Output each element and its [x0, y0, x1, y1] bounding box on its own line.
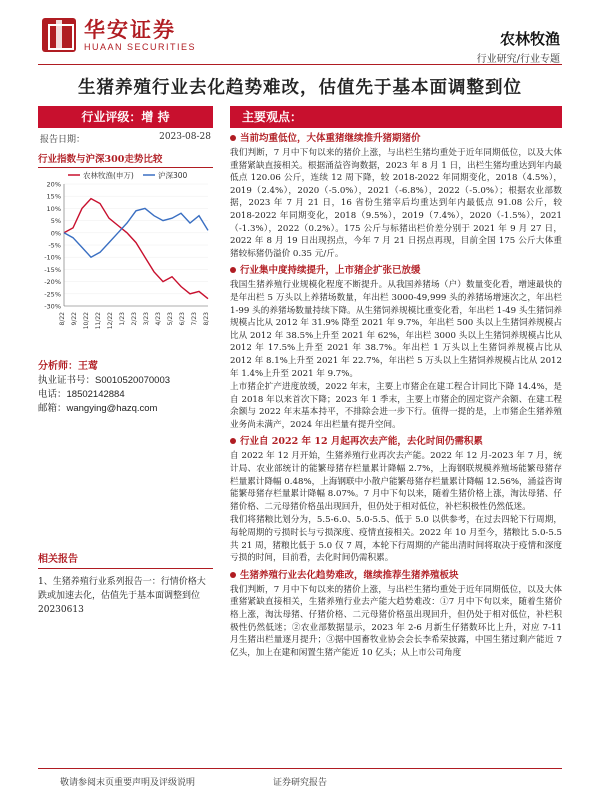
- y-tick-label: -10%: [44, 253, 61, 262]
- sidebar: [38, 106, 213, 416]
- email: 邮箱：wangying@hazq.com: [38, 403, 158, 414]
- section-body: [230, 584, 562, 660]
- x-tick-label: 11/22: [95, 312, 102, 330]
- x-tick-label: 4/23: [155, 312, 162, 326]
- x-tick-label: 5/23: [167, 312, 174, 326]
- legend-label: 沪深300: [158, 171, 188, 180]
- license-number: 执业证书号：S0010520070003: [38, 375, 171, 386]
- key-points-heading: 主要观点：: [230, 106, 562, 128]
- y-tick-label: -20%: [44, 278, 61, 287]
- report-title: 生猪养殖行业去化趋势难改，估值先于基本面调整到位: [78, 78, 522, 98]
- paragraph: 上市猪企扩产进度放缓，2022 年末，主要上市猪企在建工程合计同比下降 14.4%，是自 2018 年以来首次下降；2023 年 1 季末，主要上市猪企的固定资产余额、在建工程余额与 2022 年末基本持平，不排除会进一步下行。值得一提的是，上市猪企生猪养殖业务尚未满产，2024 年出栏量有提升空间。: [230, 382, 562, 430]
- analyst-info: [38, 374, 213, 416]
- section-body: [230, 450, 562, 564]
- y-tick-label: 0%: [50, 229, 61, 238]
- x-tick-label: 8/23: [203, 312, 210, 326]
- x-tick-label: 9/22: [71, 312, 78, 326]
- section-4: [230, 569, 562, 660]
- x-tick-label: 6/23: [179, 312, 186, 326]
- section-body: [230, 147, 562, 260]
- x-tick-label: 12/22: [107, 312, 114, 330]
- section-3: [230, 435, 562, 564]
- chart-svg: [38, 168, 213, 333]
- paragraph: 我们判断，7 月中下旬以来的猪价上涨，与出栏生猪均重处于近年同期低位，以及大体重猪紧缺直接相关，生猪养殖行业去产能大趋势难改：①7 月中下旬以来，随着生猪价格上涨，淘汰母猪、仔猪价格、二元母猪价格虽出现回升，但仍处于相对低位，补栏积极性仍然低迷；②农业部数据显示，2023 年 2-6 月新生仔猪数环比上升，对应 7-11 月生猪出栏量逐月提升；③据中国畜牧业协会会长李希荣披露，中国生猪过剩产能近 7 亿头，加上在建和闲置生猪产能近 10 亿头；从上市公司角度: [230, 584, 562, 658]
- series-line: [64, 199, 208, 299]
- paragraph: 我国生猪养殖行业规模化程度不断提升。从我国养猪场（户）数量变化看，增速最快的是年出栏 5 万头以上养猪场数量，年出栏 3000-49,999 头的养猪场增速次之，年出栏 1-99 头的养猪场数量持续下降。从生猪饲养规模比重变化看，年出栏 1-49 头生猪饲养规模占比从 2012 年 31.9% 降至 2021 年 9.7%，年出栏 500 头以上生猪饲养规模占比从 2012 年 38.5%上升至 2021 年 62%，年出栏 3000 头以上生猪饲养规模占比从 2012 年 17.5%上升至 2021 年 38.7%。年出栏 1 万头以上生猪饲养规模占比从 2012 年 8.1%上升至 2021 年 22.7%，年出栏 5 万头以上生猪饲养规模占比从 2012 年 1.4%上升至 2021 年 9.7%。: [230, 280, 562, 379]
- report-date: [38, 132, 213, 145]
- section-body: [230, 279, 562, 431]
- sector-label: 农林牧渔: [499, 30, 560, 48]
- disclaimer-link[interactable]: 敬请参阅末页重要声明及评级说明: [60, 778, 196, 788]
- y-tick-label: -15%: [44, 265, 61, 274]
- x-tick-label: 3/23: [143, 312, 150, 326]
- y-tick-label: 5%: [50, 217, 61, 226]
- x-tick-label: 1/23: [119, 312, 126, 326]
- analyst-name: 分析师：王莺: [38, 361, 98, 372]
- date-label: 报告日期：: [40, 135, 86, 145]
- section-2: [230, 264, 562, 431]
- section-title: 行业自 2022 年 12 月起再次去产能，去化时间仍需积累: [230, 435, 562, 448]
- section-title: 行业集中度持续提升，上市猪企扩张已放缓: [230, 264, 562, 277]
- chart-title: 行业指数与沪深300走势比较: [38, 151, 213, 168]
- header-divider: [38, 64, 562, 65]
- x-tick-label: 10/22: [83, 312, 90, 330]
- company-logo: [42, 18, 196, 52]
- y-tick-label: 10%: [46, 204, 61, 213]
- y-tick-label: 15%: [46, 192, 61, 201]
- index-chart: [38, 168, 213, 333]
- footer-divider: [38, 768, 562, 769]
- paragraph: 自 2022 年 12 月开始，生猪养殖行业再次去产能。2022 年 12 月-2023 年 7 月，统计局、农业部统计的能繁母猪存栏量累计降幅 2.7%，上海钢联规模养殖场能繁母猪存栏量累计降幅 0.48%，上海钢联中小散户能繁母猪存栏量累计降幅 12.56%，涌益咨询能繁母猪存栏量累计降幅 8.07%。7 月中下旬以来，随着生猪价格上涨，淘汰母猪、仔猪价格、二元母猪价格虽出现回升，但仍处于相对低位，补栏积极性仍然低迷。: [230, 451, 562, 512]
- logo-en: HUAAN SECURITIES: [84, 42, 197, 52]
- section-title: 当前均重低位，大体重猪继续推升猪期猪价: [230, 132, 562, 145]
- related-reports-heading: 相关报告: [38, 550, 213, 569]
- x-tick-label: 7/23: [191, 312, 198, 326]
- y-tick-label: -25%: [44, 290, 61, 299]
- rating-banner: 行业评级：增 持: [38, 106, 213, 128]
- footer-center: 证券研究报告: [272, 778, 327, 788]
- section-1: [230, 132, 562, 260]
- y-tick-label: -5%: [48, 241, 61, 250]
- logo-mark-icon: [42, 18, 76, 52]
- phone: 电话：18502142884: [38, 389, 125, 400]
- date-value: 2023-08-28: [159, 132, 211, 142]
- logo-cn: 华安证券: [84, 17, 176, 42]
- x-tick-label: 2/23: [131, 312, 138, 326]
- paragraph: 我们将猪粮比划分为，5.5-6.0、5.0-5.5、低于 5.0 以供参考，在过去四轮下行周期，每轮周期的亏损时长与亏损深度、疫情直接相关。2022 年 10 月至今，猪粮比 5.0-5.5 共 21 周，猪粮比低于 5.0 仅 7 周，本轮下行周期的产能出清时间将取决于疫情和深度亏损的时间，目前看，去化时间仍需积累。: [230, 515, 562, 564]
- main-content: [230, 106, 562, 659]
- related-report-item[interactable]: 1、生猪养殖行业系列报告一：行情价格大跌或加速去化，估值先于基本面调整到位 20230613: [38, 577, 206, 615]
- legend-label: 农林牧渔(申万): [83, 171, 134, 180]
- y-tick-label: 20%: [46, 180, 61, 189]
- y-tick-label: -30%: [44, 302, 61, 311]
- x-tick-label: 8/22: [59, 312, 66, 326]
- paragraph: 我们判断，7 月中下旬以来的猪价上涨，与出栏生猪均重处于近年同期低位，以及大体重猪紧缺直接相关。根据涌益咨询数据，2023 年 8 月 1 日，出栏生猪均重达到年内最低点 120.06 公斤，连续 12 周下降，较 2018-2022 年同期变化，2018（4.5%），2019（2.4%），2020（-5.0%），2021（-6.8%），2022（-5.0%）；根据农业部数据，2023 年 7 月 21 日，16 省份生猪宰后均重达到年内最低点 91.08 公斤，较 2018-2022 年同期变化，2018（9.5%），2019（7.4%），2020（-1.5%），2021（-1.3%），2022（0.2%）。175 公斤与标猪出栏价差分别于 2021 年 9 月 27 日，2022 年 8 月 19 日出现拐点，今年 7 月 21 日拐点再现，目前全国 175 公斤大体重猪较标猪仍溢价 0.35 元/斤。: [230, 148, 562, 259]
- section-title: 生猪养殖行业去化趋势难改，继续推荐生猪养殖板块: [230, 569, 562, 582]
- report-type: 行业研究/行业专题: [476, 54, 560, 65]
